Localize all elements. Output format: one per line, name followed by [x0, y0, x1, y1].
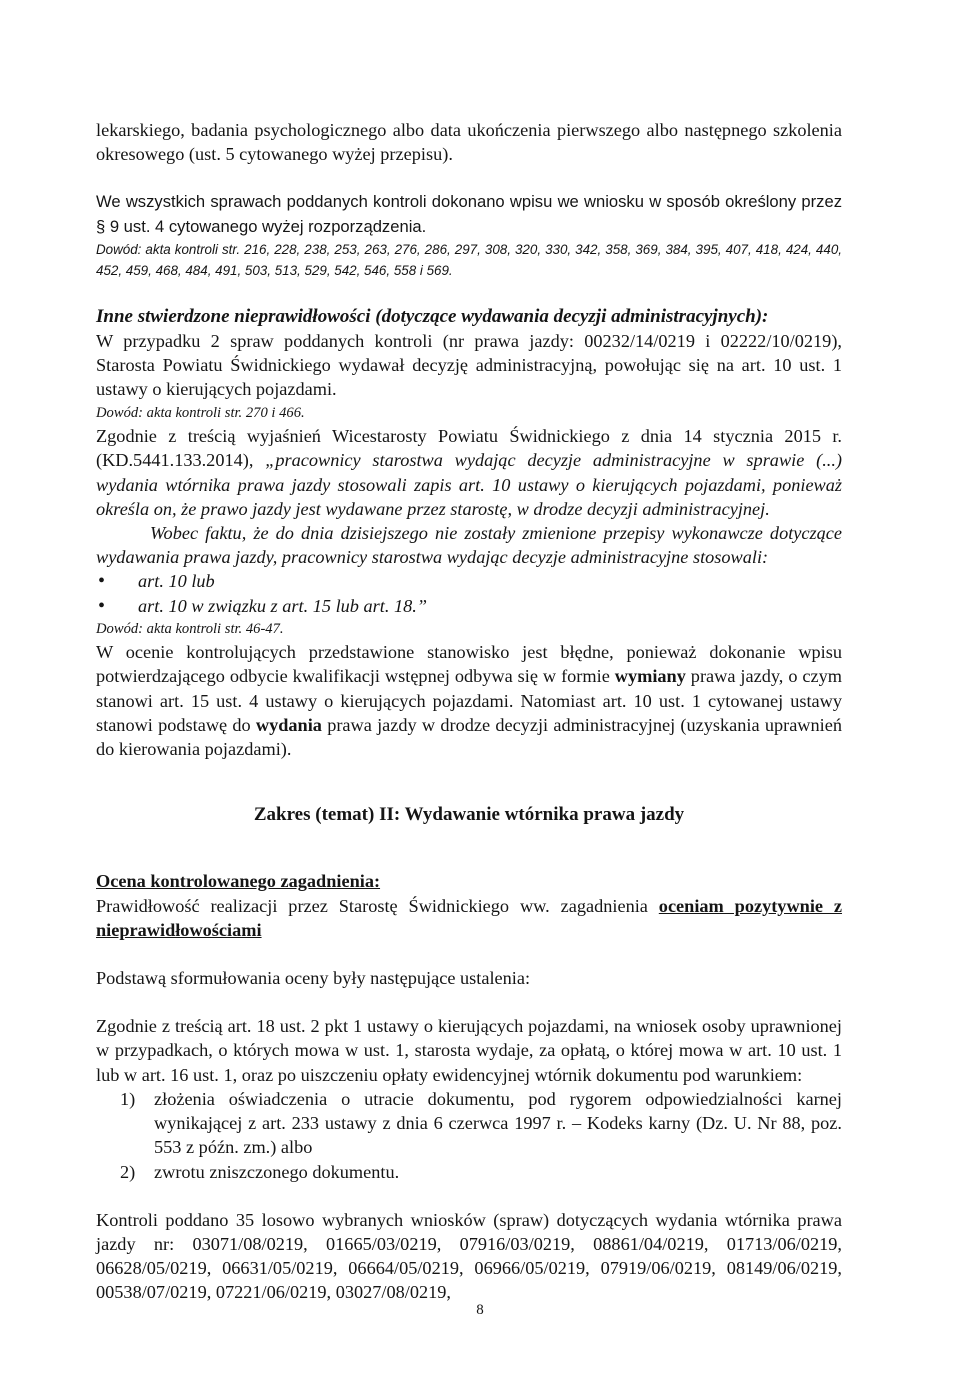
condition-number: 1): [120, 1088, 136, 1109]
text-run: W ocenie kontrolujących przedstawione stanowisko jest błędne, ponieważ dokonanie wpisu potwierdzającego odbycie kwalifikacji wstępnej odbywa się w formie: [96, 642, 842, 687]
paragraph-entries: We wszystkich sprawach poddanych kontroli dokonano wpisu we wniosku w sposób określony przez § 9 ust. 4 cytowanego wyżej rozporządzenia.: [96, 192, 842, 236]
document-page: [96, 118, 842, 1305]
paragraph-basis: Podstawą sformułowania oceny były następujące ustalenia:: [96, 968, 531, 989]
bold-term: wymiany: [614, 666, 686, 687]
condition-number: 2): [120, 1161, 136, 1182]
paragraph-medical-exam: lekarskiego, badania psychologicznego albo data ukończenia pierwszego albo następnego szkolenia okresowego (ust. 5 cytowanego wyżej przepisu).: [96, 120, 842, 165]
rating-value: oceniam pozytywnie z nieprawidłowościami: [96, 895, 843, 940]
bold-term: wydania: [255, 714, 322, 735]
condition-item: [120, 1087, 842, 1160]
paragraph-sample: Kontroli poddano 35 losowo wybranych wniosków (spraw) dotyczących wydania wtórnika prawa jazdy nr: 03071/08/0219, 01665/03/0219, 07916/03/0219, 08861/04/0219, 01713/06/0219, 06628/05/0219, 06631/05/0219, 06664/05/0219, 06966/05/0219, 07919/06/0219, 08149/06/0219, 00538/07/0219, 07221/06/0219, 03027/08/0219,: [96, 1209, 842, 1303]
paragraph-quote-continued: Wobec faktu, że do dnia dzisiejszego nie zostały zmienione przepisy wykonawcze dotyczące wydawania prawa jazdy, pracownicy starostwa wydając decyzje administracyjne stosowali:: [96, 522, 842, 568]
text-run: prawa jazdy w drodze decyzji administracyjnej (uzyskania uprawnień do kierowania pojazdami).: [96, 714, 842, 760]
assessment-heading-text: Ocena kontrolowanego zagadnienia:: [96, 871, 381, 892]
explanation-quote: „pracownicy starostwa wydając decyzje administracyjne w sprawie (...) wydania wtórnika prawa jazdy stosowali zapis art. 10 ustawy o kierujących pojazdami, ponieważ określa on, że prawo jazdy jest wydawane przez starostę, w drodze decyzji administracyjnej.: [96, 450, 842, 519]
paragraph-assessment: [96, 640, 842, 761]
bullet-item: • art. 10 lub: [138, 569, 842, 593]
conditions-list: [96, 1087, 842, 1184]
bullet-list: [96, 569, 842, 617]
text-run: prawa jazdy, o czym stanowi art. 15 ust. 4 ustawy o kierujących pojazdami. Natomiast art. 10 ust. 1 cytowanej ustawy stanowi podstawę do: [96, 666, 842, 735]
text-run: Prawidłowość realizacji przez Starostę Świdnickiego ww. zagadnienia: [96, 895, 659, 916]
paragraph-explanation: [96, 424, 842, 521]
condition-text: złożenia oświadczenia o utracie dokumentu, pod rygorem odpowiedzialności karnej wynikającej z art. 233 ustawy z dnia 6 czerwca 1997 r. – Kodeks karny (Dz. U. Nr 88, poz. 553 z późn. zm.) albo: [154, 1088, 842, 1158]
paragraph-decisions: W przypadku 2 spraw poddanych kontroli (nr prawa jazdy: 00232/14/0219 i 02222/10/0219), Starosta Powiatu Świdnickiego wydawał decyzję administracyjną, powołując się na art. 10 ust. 1 ustawy o kierujących pojazdami.: [96, 331, 842, 400]
condition-item: [120, 1160, 842, 1184]
explanation-lead: Zgodnie z treścią wyjaśnień Wicestarosty Powiatu Świdnickiego z dnia 14 stycznia 2015 r. (KD.5441.133.2014),: [96, 426, 842, 471]
paragraph-rating: [96, 894, 842, 942]
condition-text: zwrotu zniszczonego dokumentu.: [154, 1161, 400, 1182]
other-irregularities-heading: Inne stwierdzone nieprawidłowości (dotyczące wydawania decyzji administracyjnych):: [96, 305, 769, 327]
section-title: Zakres (temat) II: Wydawanie wtórnika prawa jazdy: [253, 804, 685, 826]
bullet-item: • art. 10 w związku z art. 15 lub art. 18.”: [138, 594, 842, 618]
assessment-heading: [96, 869, 842, 893]
page-number: 8: [476, 1302, 484, 1318]
paragraph-legal-basis: Zgodnie z treścią art. 18 ust. 2 pkt 1 ustawy o kierujących pojazdami, na wniosek osoby uprawnionej w przypadkach, o których mowa w ust. 1, starosta wydaje, za opłatą, o której mowa w art. 10 ust. 1 lub w art. 16 ust. 1, oraz po uiszczeniu opłaty ewidencyjnej wtórnik dokumentu pod warunkiem:: [96, 1016, 842, 1085]
evidence-reference: Dowód: akta kontroli str. 216, 228, 238, 253, 263, 276, 286, 297, 308, 320, 330, 342, 358, 369, 384, 395, 407, 418, 424, 440, 452, 459, 468, 484, 491, 503, 513, 529, 542, 546, 558 i 569.: [96, 241, 842, 278]
evidence-reference: Dowód: akta kontroli str. 270 i 466.: [96, 404, 305, 421]
evidence-reference: Dowód: akta kontroli str. 46-47.: [96, 620, 284, 637]
